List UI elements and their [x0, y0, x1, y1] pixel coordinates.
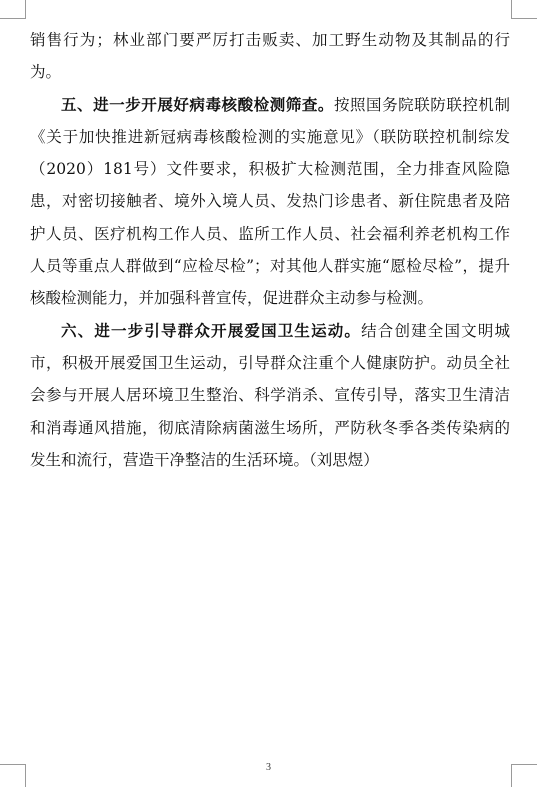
paragraph-text: 销售行为；林业部门要严厉打击贩卖、加工野生动物及其制品的行为。 [30, 31, 510, 82]
page-number: 3 [266, 762, 271, 773]
section-heading: 六、进一步引导群众开展爱国卫生运动。 [61, 320, 362, 340]
crop-mark-top-right [511, 0, 537, 19]
paragraph-text: 按照国务院联防联控机制《关于加快推进新冠病毒核酸检测的实施意见》（联防联控机制综发（2020）181号）文件要求，积极扩大检测范围，全力排查风险隐患，对密切接触者、境外入境人员、发热门诊患者、新住院患者及陪护人员、医疗机构工作人员、监所工作人员、社会福利养老机构工作人员等重点人群做到“应检尽检”；对其他人群实施“愿检尽检”，提升核酸检测能力，并加强科普宣传，促进群众主动参与检测。 [30, 95, 510, 308]
crop-mark-top-left [0, 0, 26, 19]
section-heading: 五、进一步开展好病毒核酸检测筛查。 [61, 94, 334, 114]
paragraph-text: 结合创建全国文明城市，积极开展爱国卫生运动，引导群众注重个人健康防护。动员全社会参与开展人居环境卫生整治、科学消杀、宣传引导，落实卫生清洁和消毒通风措施，彻底清除病菌滋生场所，严防秋冬季各类传染病的发生和流行，营造干净整洁的生活环境。（刘思煜） [30, 321, 510, 469]
paragraph-section-6 [30, 315, 510, 476]
paragraph-continuation [30, 24, 510, 89]
document-body [30, 24, 510, 476]
paragraph-section-5 [30, 89, 510, 315]
